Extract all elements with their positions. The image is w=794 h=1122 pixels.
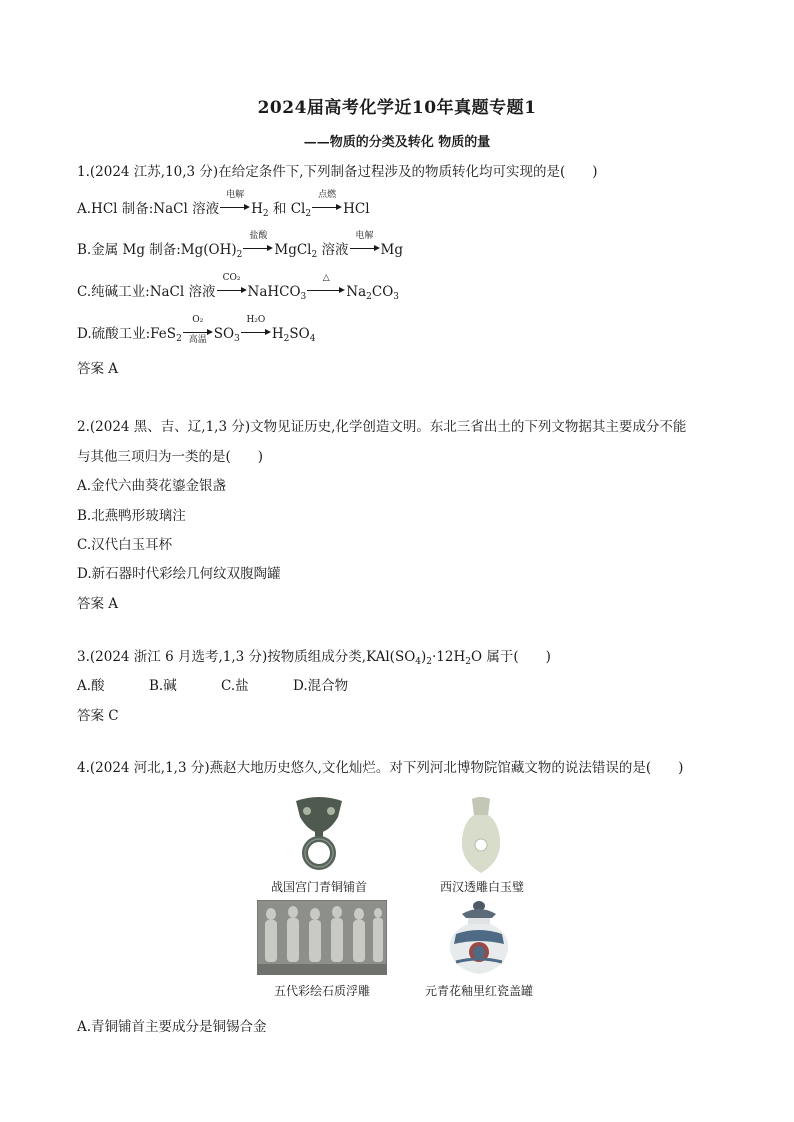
q3-answer: 答案 C — [77, 708, 119, 724]
reaction-arrow: 电解 — [220, 200, 250, 214]
q3-option-d: D.混合物 — [293, 678, 349, 694]
q3-option-c: C.盐 — [221, 678, 249, 694]
caption-porcelain-jar: 元青花釉里红瓷盖罐 — [424, 984, 533, 998]
reaction-arrow: O₂ 高温 — [183, 325, 213, 339]
q2-answer: 答案 A — [77, 596, 119, 612]
reaction-arrow: 盐酸 — [243, 241, 273, 255]
q2-option-d: D.新石器时代彩绘几何纹双腹陶罐 — [77, 566, 281, 582]
q1-option-d: D.硫酸工业:FeS$_2$ O₂ 高温 $SO_3$ H₂O $H_2SO_4$ — [77, 315, 316, 345]
q3-options — [77, 674, 348, 694]
porcelain-jar-image — [446, 900, 512, 976]
caption-jade-disc: 西汉透雕白玉璧 — [439, 880, 524, 894]
caption-stone-relief: 五代彩绘石质浮雕 — [273, 984, 370, 998]
caption-bronze-knocker: 战国宫门青铜铺首 — [270, 880, 367, 894]
bronze-knocker-image — [290, 795, 348, 873]
q1-option-a: A.HCl 制备:NaCl 溶液 电解 $H_2$ 和 $Cl_2$ 点燃 HCl — [77, 190, 370, 219]
jade-disc-image — [458, 795, 504, 875]
q3-option-b: B.碱 — [149, 678, 177, 694]
q1-option-b: B.金属 Mg 制备$:Mg(OH)_2$ 盐酸 MgCl$_2$ 溶液 电解 Mg — [77, 231, 404, 260]
reaction-arrow: H₂O — [241, 325, 271, 339]
q2-option-b: B.北燕鸭形玻璃注 — [77, 508, 186, 524]
q2-option-c: C.汉代白玉耳杯 — [77, 537, 173, 553]
q4-option-a: A.青铜铺首主要成分是铜锡合金 — [77, 1019, 267, 1035]
q2-stem-line1: 2.(2024 黑、吉、辽,1,3 分)文物见证历史,化学创造文明。东北三省出土的下列文物据其主要成分不能 — [77, 419, 687, 435]
reaction-arrow: 电解 — [350, 241, 380, 255]
q1-stem: 1.(2024 江苏,10,3 分)在给定条件下,下列制备过程涉及的物质转化均可实现的是( ) — [77, 164, 598, 180]
reaction-arrow: 点燃 — [312, 200, 342, 214]
q2-stem-line2: 与其他三项归为一类的是( ) — [77, 449, 264, 465]
q1-option-c: C.纯碱工业:NaCl 溶液 CO₂ NaHCO$_3$ △ $Na_2CO_3$ — [77, 273, 400, 302]
reaction-arrow: △ — [307, 283, 345, 297]
q2-option-a: A.金代六曲葵花鎏金银盏 — [77, 478, 227, 494]
reaction-arrow: CO₂ — [217, 283, 247, 297]
q1-answer: 答案 A — [77, 361, 119, 377]
stone-relief-image — [257, 900, 387, 975]
q3-stem: 3.(2024 浙江 6 月选考,1,3 分)按物质组成分类$,KAl(SO_4)_2\cdot 12H_2O$ 属于( ) — [77, 649, 551, 667]
q3-option-a: A.酸 — [77, 678, 105, 694]
page-subtitle: ——物质的分类及转化 物质的量 — [303, 135, 491, 150]
q4-stem: 4.(2024 河北,1,3 分)燕赵大地历史悠久,文化灿烂。对下列河北博物院馆藏文物的说法错误的是( ) — [77, 760, 684, 776]
page-title: 2024届高考化学近10年真题专题1 — [257, 98, 537, 118]
